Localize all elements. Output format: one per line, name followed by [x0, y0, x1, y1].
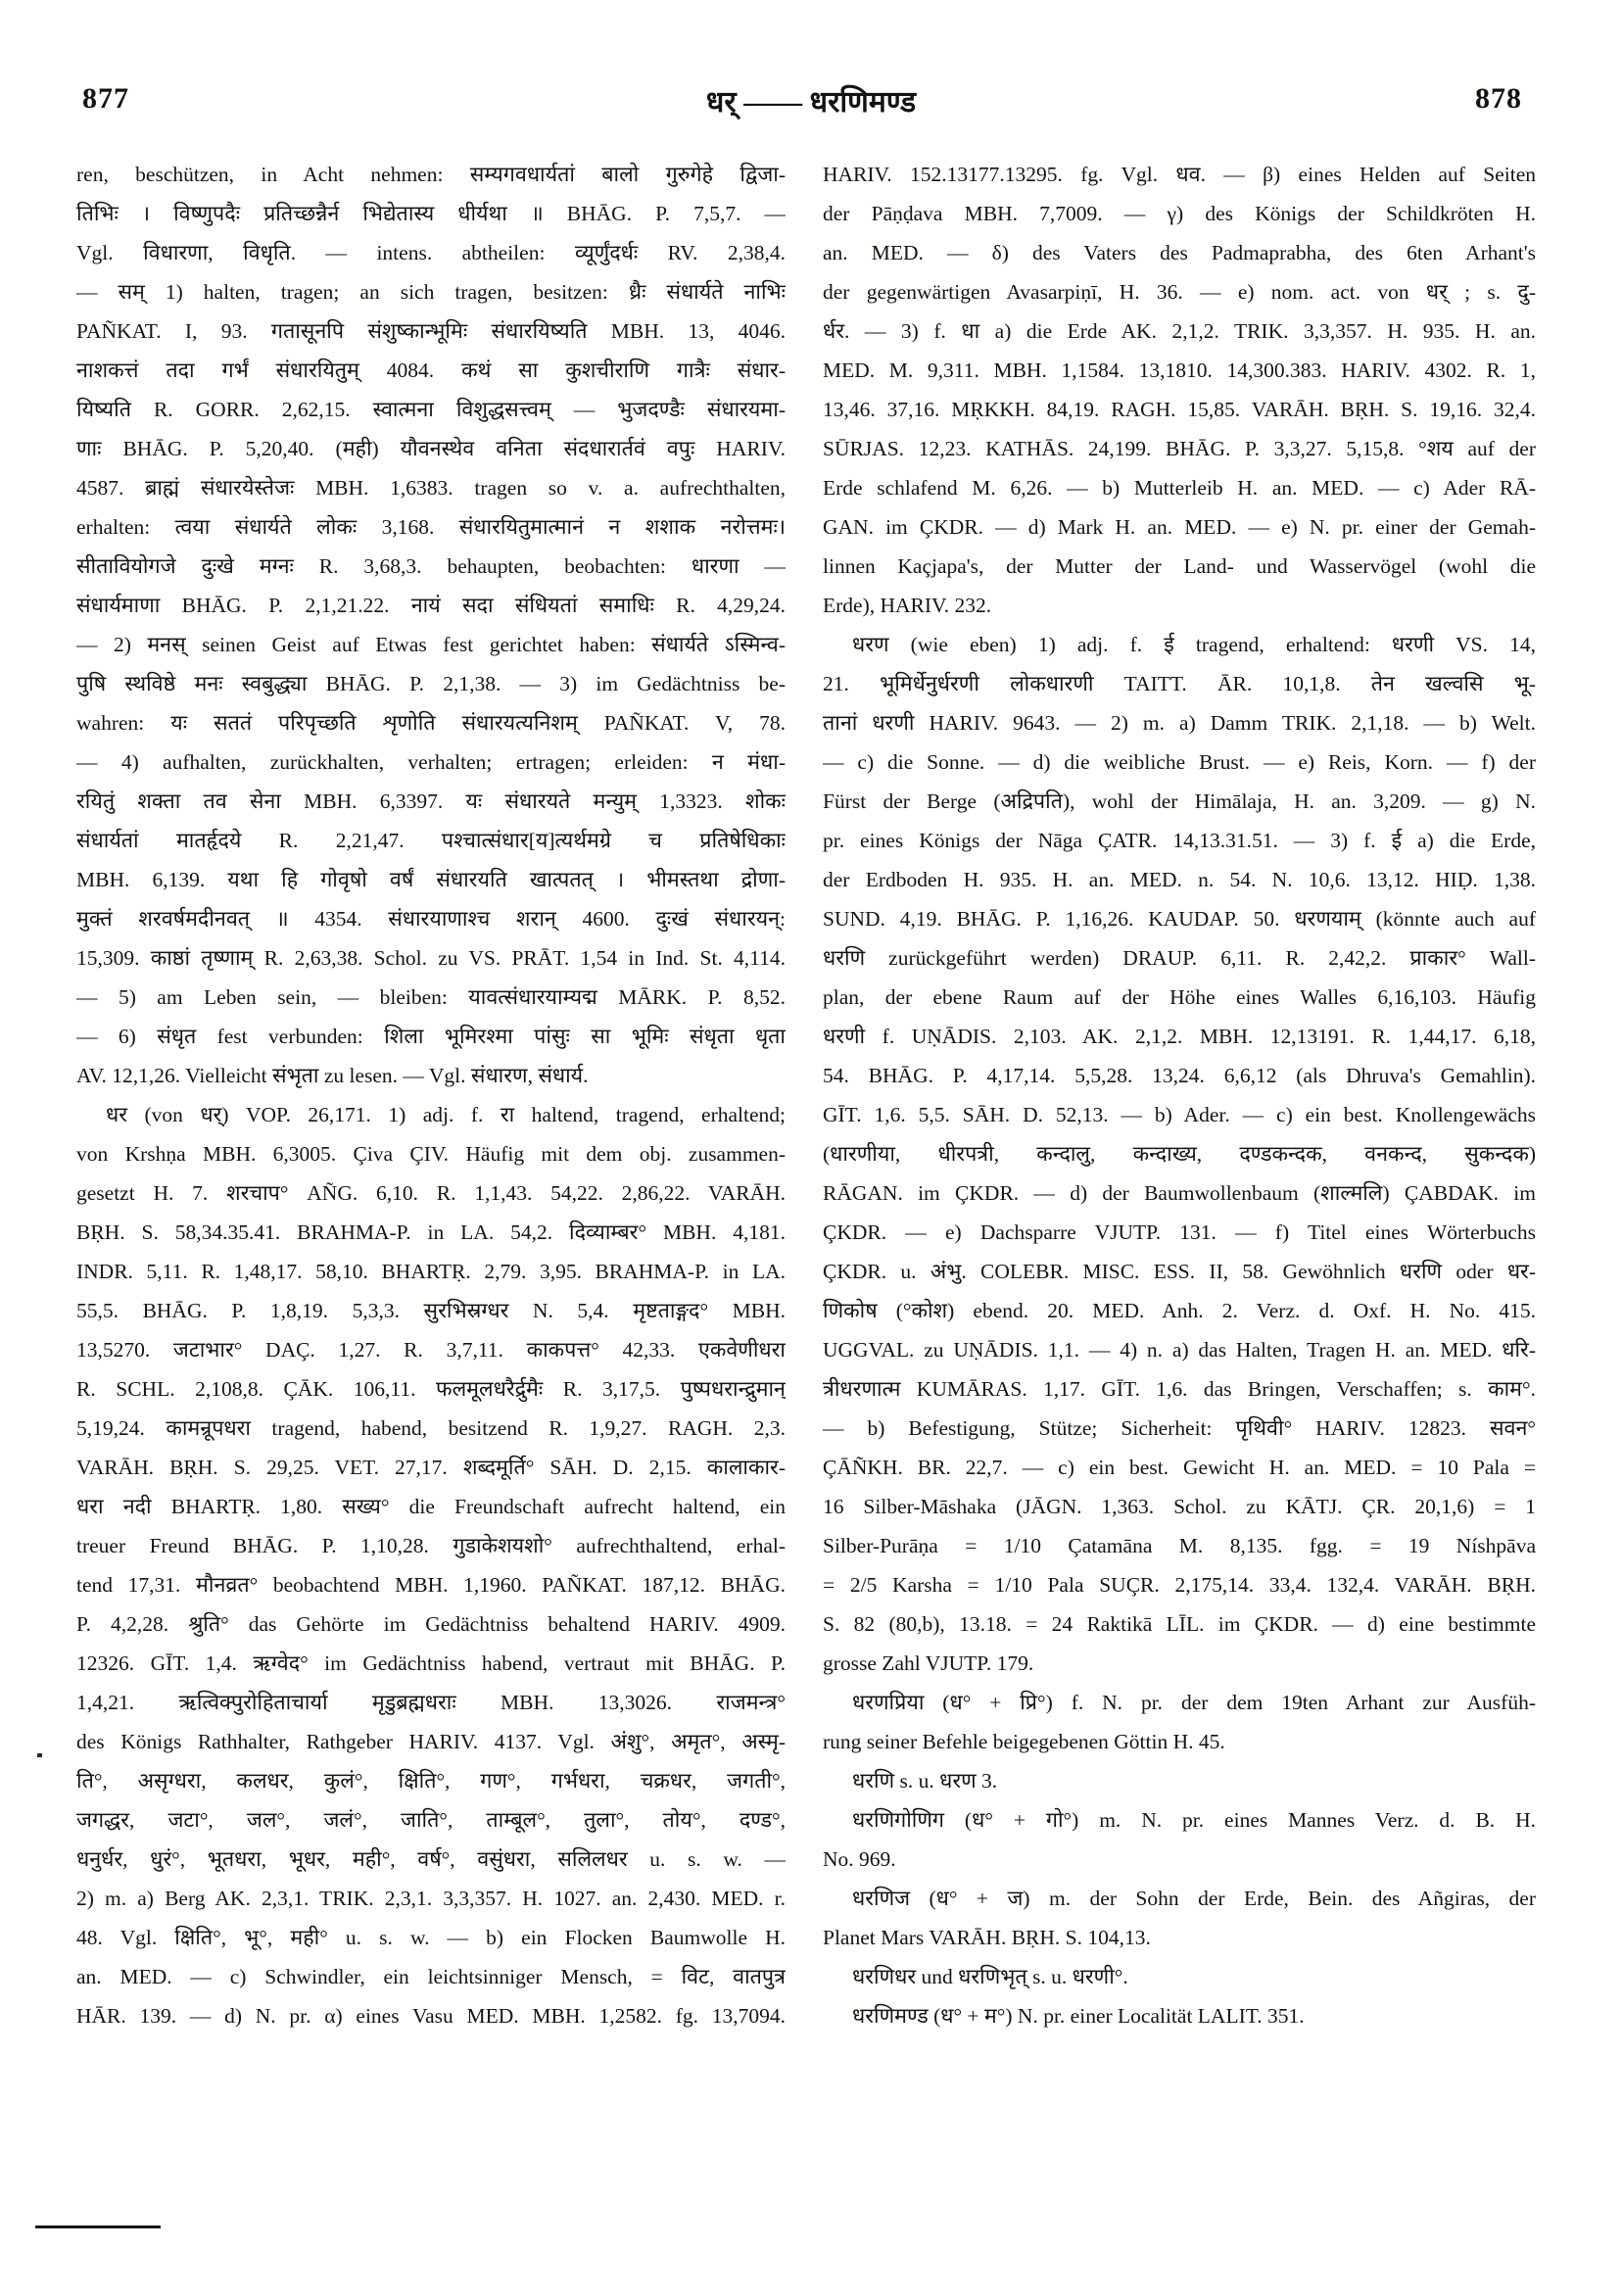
- text-line: — b) Befestigung, Stütze; Sicherheit: पृथिवी° HARIV. 12823. सवन°: [823, 1416, 1536, 1440]
- text-line: Planet Mars VARĀH. BṚH. S. 104,13.: [823, 1926, 1151, 1949]
- text-line: AV. 12,1,26. Vielleicht संभृता zu lesen. — Vgl. संधारण, संधार्य.: [76, 1064, 589, 1087]
- text-line: 13,5270. जटाभार° DAÇ. 1,27. R. 3,7,11. काकपत्त° 42,33. एकवेणीधरा: [76, 1338, 786, 1362]
- text-line: GĪT. 1,6. 5,5. SĀH. D. 52,13. — b) Ader. — c) ein best. Knollengewächs: [823, 1103, 1536, 1126]
- text-line: जगद्धर, जटा°, जल°, जलं°, जाति°, ताम्बूल°, तुला°, तोय°, दण्ड°,: [76, 1808, 786, 1832]
- text-line: 13,46. 37,16. MṚKKH. 84,19. RAGH. 15,85. VARĀH. BṚH. S. 19,16. 32,4.: [823, 398, 1536, 421]
- text-line: धरणी f. UṆĀDIS. 2,103. AK. 2,1,2. MBH. 12,13191. R. 1,44,17. 6,18,: [823, 1025, 1536, 1048]
- text-line: — सम् 1) halten, tragen; an sich tragen, besitzen: ध्रैः संधार्यते नाभिः: [76, 280, 786, 304]
- text-line: त्रीधरणात्म KUMĀRAS. 1,17. GĪT. 1,6. das Bringen, Verschaffen; s. काम°.: [823, 1377, 1536, 1401]
- text-line: pr. eines Königs der Nāga ÇATR. 14,13.31.51. — 3) f. ई a) die Erde,: [823, 829, 1536, 852]
- text-line: der Erdboden H. 935. H. an. MED. n. 54. N. 10,6. 13,12. HIḌ. 1,38.: [823, 868, 1536, 891]
- text-line: Erde schlafend M. 6,26. — b) Mutterleib H. an. MED. — c) Ader RĀ-: [823, 476, 1536, 500]
- text-line: INDR. 5,11. R. 1,48,17. 58,10. BHARTṚ. 2,79. 3,95. BRAHMA-P. in LA.: [76, 1260, 786, 1283]
- text-line: gesetzt H. 7. शरचाप° AÑG. 6,10. R. 1,1,43. 54,22. 2,86,22. VARĀH.: [76, 1181, 786, 1205]
- text-line: तिभिः । विष्णुपदैः प्रतिच्छन्नैर्न भिद्येतास्य धीर्यथा ॥ BHĀG. P. 7,5,7. —: [76, 202, 786, 225]
- text-line: erhalten: त्वया संधार्यते लोकः 3,168. संधारयितुमात्मानं न शशाक नरोत्तमः।: [76, 515, 786, 539]
- text-line: ति°, असृग्धरा, कलधर, कुलं°, क्षिति°, गण°, गर्भधरा, चक्रधर, जगती°,: [76, 1769, 786, 1793]
- text-line: 12326. GĪT. 1,4. ऋग्वेद° im Gedächtniss habend, vertraut mit BHĀG. P.: [76, 1651, 786, 1675]
- text-line: wahren: यः सततं परिपृच्छति शृणोति संधारयत्यनिशम् PAÑKAT. V, 78.: [76, 711, 786, 735]
- text-line: = 2/5 Karsha = 1/10 Pala SUÇR. 2,175,14. 33,4. 132,4. VARĀH. BṚH.: [823, 1573, 1536, 1597]
- text-line: धरणि zurückgeführt werden) DRAUP. 6,11. R. 2,42,2. प्राकार° Wall-: [823, 946, 1536, 970]
- text-line: धरणिगोणिग (ध° + गो°) m. N. pr. eines Mannes Verz. d. B. H.: [852, 1808, 1536, 1832]
- text-line: HARIV. 152.13177.13295. fg. Vgl. धव. — β) eines Helden auf Seiten: [823, 163, 1536, 186]
- text-line: धरा नदी BHARTṚ. 1,80. सख्य° die Freundschaft aufrecht haltend, ein: [76, 1495, 786, 1518]
- text-line: PAÑKAT. I, 93. गतासूनपि संशुष्कान्भूमिः संधारयिष्यति MBH. 13, 4046.: [76, 319, 786, 343]
- text-line: पुषि स्थविष्ठे मनः स्वबुद्ध्या BHĀG. P. 2,1,38. — 3) im Gedächtniss be-: [76, 672, 786, 695]
- text-line: धरणि s. u. धरण 3.: [852, 1769, 998, 1793]
- text-line: मुक्तं शरवर्षमदीनवत् ॥ 4354. संधारयाणाश्च शरान् 4600. दुःखं संधारयन्:: [76, 907, 786, 931]
- text-line: Fürst der Berge (अद्रिपति), wohl der Himālaja, H. an. 3,209. — g) N.: [823, 789, 1536, 813]
- text-line: 4587. ब्राह्मं संधारयेस्तेजः MBH. 1,6383. tragen so v. a. aufrechthalten,: [76, 476, 786, 500]
- text-line: der gegenwärtigen Avasarpiṇī, H. 36. — e) nom. act. von धर् ; s. दु-: [823, 280, 1536, 304]
- text-line: linnen Kaçjapa's, der Mutter der Land- und Wasservögel (wohl die: [823, 554, 1536, 578]
- text-line: 15,309. काष्ठां तृष्णाम् R. 2,63,38. Schol. zu VS. PRĀT. 1,54 in Ind. St. 4,114.: [76, 946, 786, 970]
- text-line: ÇKDR. — e) Dachsparre VJUTP. 131. — f) Titel eines Wörterbuchs: [823, 1220, 1536, 1244]
- text-line: 16 Silber-Māshaka (JĀGN. 1,363. Schol. zu KĀTJ. ÇR. 20,1,6) = 1: [823, 1495, 1536, 1518]
- text-line: ÇKDR. u. अंभु. COLEBR. MISC. ESS. II, 58. Gewöhnlich धरणि oder धर-: [823, 1260, 1536, 1283]
- scan-artifact-dot: [37, 1753, 42, 1757]
- text-line: plan, der ebene Raum auf der Höhe eines Walles 6,16,103. Häufig: [823, 985, 1536, 1009]
- text-line: धरण (wie eben) 1) adj. f. ई tragend, erhaltend: धरणी VS. 14,: [852, 633, 1536, 656]
- text-line: Silber-Purāṇa = 1/10 Çatamāna M. 8,135. fgg. = 19 Níshpāva: [823, 1534, 1536, 1557]
- text-line: — 6) संधृत fest verbunden: शिला भूमिरश्मा पांसुः सा भूमिः संधृता धृता: [76, 1025, 786, 1048]
- text-line: des Königs Rathhalter, Rathgeber HARIV. 4137. Vgl. अंशु°, अमृत°, अस्मृ-: [76, 1730, 786, 1753]
- text-line: 48. Vgl. क्षिति°, भू°, मही° u. s. w. — b) ein Flocken Baumwolle H.: [76, 1926, 786, 1949]
- text-line: सीतावियोगजे दुःखे मग्नः R. 3,68,3. behaupten, beobachten: धारणा —: [76, 554, 786, 578]
- page-number-right: 878: [1475, 82, 1522, 115]
- text-line: — 5) am Leben sein, — bleiben: यावत्संधारयाम्यद्म MĀRK. P. 8,52.: [76, 985, 786, 1009]
- text-line: णिकोष (°कोश) ebend. 20. MED. Anh. 2. Verz. d. Oxf. H. No. 415.: [823, 1299, 1536, 1322]
- text-line: P. 4,2,28. श्रुति° das Gehörte im Gedächtniss behaltend HARIV. 4909.: [76, 1612, 786, 1636]
- text-line: धनुर्धर, धुरं°, भूतधरा, भूधर, मही°, वर्ष°, वसुंधरा, सलिलधर u. s. w. —: [76, 1847, 786, 1871]
- text-line: 5,19,24. कामन्रूपधरा tragend, habend, besitzend R. 1,9,27. RAGH. 2,3.: [76, 1416, 786, 1440]
- text-line: — 2) मनस् seinen Geist auf Etwas fest gerichtet haben: संधार्यते ऽस्मिन्व-: [76, 633, 786, 656]
- text-line: 54. BHĀG. P. 4,17,14. 5,5,28. 13,24. 6,6,12 (als Dhruva's Gemahlin).: [823, 1064, 1536, 1087]
- text-line: यिष्यति R. GORR. 2,62,15. स्वात्मना विशुद्धसत्त्वम् — भुजदण्डैः संधारयमा-: [76, 398, 786, 421]
- text-line: RĀGAN. im ÇKDR. — d) der Baumwollenbaum (शाल्मलि) ÇABDAK. im: [823, 1181, 1536, 1205]
- text-line: an. MED. — δ) des Vaters des Padmaprabha, des 6ten Arhant's: [823, 241, 1536, 264]
- page-number-left: 877: [82, 82, 129, 115]
- text-line: णाः BHĀG. P. 5,20,40. (मही) यौवनस्थेव वनिता संदधारार्तवं वपुः HARIV.: [76, 437, 786, 460]
- text-line: रयितुं शक्ता तव सेना MBH. 6,3397. यः संधारयते मन्युम् 1,3323. शोकः: [76, 789, 786, 813]
- text-line: MBH. 6,139. यथा हि गोवृषो वर्षं संधारयति खात्पतत् । भीमस्तथा द्रोणा-: [76, 868, 786, 891]
- text-line: र्धर. — 3) f. धा a) die Erde AK. 2,1,2. TRIK. 3,3,357. H. 935. H. an.: [823, 319, 1536, 343]
- text-line: 2) m. a) Berg AK. 2,3,1. TRIK. 2,3,1. 3,3,357. H. 1027. an. 2,430. MED. r.: [76, 1887, 786, 1910]
- text-line: von Krshṇa MBH. 6,3005. Çiva ÇIV. Häufig mit dem obj. zusammen-: [76, 1142, 786, 1166]
- text-line: BṚH. S. 58,34.35.41. BRAHMA-P. in LA. 54,2. दिव्याम्बर° MBH. 4,181.: [76, 1220, 786, 1244]
- text-line: ÇĀÑKH. BR. 22,7. — c) ein best. Gewicht H. an. MED. = 10 Pala =: [823, 1456, 1536, 1479]
- text-line: 1,4,21. ऋत्विक्पुरोहिताचार्या मृडुब्रह्मधराः MBH. 13,3026. राजमन्त्र°: [76, 1691, 786, 1714]
- text-line: — c) die Sonne. — d) die weibliche Brust. — e) Reis, Korn. — f) der: [823, 750, 1536, 774]
- text-line: धरणप्रिया (ध° + प्रि°) f. N. pr. der dem 19ten Arhant zur Ausfüh-: [852, 1691, 1536, 1714]
- text-line: Erde), HARIV. 232.: [823, 594, 992, 617]
- text-line: R. SCHL. 2,108,8. ÇĀK. 106,11. फलमूलधरैर्द्रुमैः R. 3,17,5. पुष्पधरान्द्रुमान्: [76, 1377, 786, 1401]
- text-line: tend 17,31. मौनव्रत° beobachtend MBH. 1,1960. PAÑKAT. 187,12. BHĀG.: [76, 1573, 786, 1597]
- scan-artifact-line: [35, 2225, 161, 2228]
- running-header-title: धर् —— धरणिमण्ड: [705, 86, 917, 119]
- text-line: treuer Freund BHĀG. P. 1,10,28. गुडाकेशयशो° aufrechthaltend, erhal-: [76, 1534, 786, 1557]
- text-line: No. 969.: [823, 1847, 896, 1871]
- text-line: rung seiner Befehle beigegebenen Göttin H. 45.: [823, 1730, 1225, 1753]
- text-line: MED. M. 9,311. MBH. 1,1584. 13,1810. 14,300.383. HARIV. 4302. R. 1,: [823, 359, 1536, 382]
- right-text-column: [823, 155, 1536, 2035]
- text-line: धरणिमण्ड (ध° + म°) N. pr. einer Localität LALIT. 351.: [852, 2004, 1305, 2028]
- text-line: SŪRJAS. 12,23. KATHĀS. 24,199. BHĀG. P. 3,3,27. 5,15,8. °शय auf der: [823, 437, 1536, 460]
- text-line: 55,5. BHĀG. P. 1,8,19. 5,3,3. सुरभिस्रग्धर N. 5,4. मृष्टताङ्गद° MBH.: [76, 1299, 786, 1322]
- text-line: VARĀH. BṚH. S. 29,25. VET. 27,17. शब्दमूर्ति° SĀH. D. 2,15. कालाकार-: [76, 1456, 786, 1479]
- text-line: Vgl. विधारणा, विधृति. — intens. abtheilen: व्यूर्णुंदर्धः RV. 2,38,4.: [76, 241, 786, 264]
- text-line: संधार्यमाणा BHĀG. P. 2,1,21.22. नायं सदा संधियतां समाधिः R. 4,29,24.: [76, 594, 786, 617]
- text-line: grosse Zahl VJUTP. 179.: [823, 1651, 1034, 1675]
- text-line: संधार्यतां मातर्हृदये R. 2,21,47. पश्चात्संधार[य]त्यर्थमग्रे च प्रतिषेधिकाः: [76, 829, 786, 852]
- text-line: SUND. 4,19. BHĀG. P. 1,16,26. KAUDAP. 50. धरणयाम् (könnte auch auf: [823, 907, 1536, 931]
- text-line: der Pāṇḍava MBH. 7,7009. — γ) des Königs der Schildkröten H.: [823, 202, 1536, 225]
- text-line: नाशकत्तं तदा गर्भं संधारयितुम् 4084. कथं सा कुशचीराणि गात्रैः संधार-: [76, 359, 786, 382]
- left-text-column: [76, 155, 786, 2035]
- text-line: धरणिज (ध° + ज) m. der Sohn der Erde, Bein. des Añgiras, der: [852, 1887, 1536, 1910]
- text-line: 21. भूमिर्धेनुर्धरणी लोकधारणी TAITT. ĀR. 10,1,8. तेन खल्वसि भू-: [823, 672, 1536, 695]
- text-line: an. MED. — c) Schwindler, ein leichtsinniger Mensch, = विट, वातपुत्र: [76, 1965, 786, 1988]
- text-line: UGGVAL. zu UṆĀDIS. 1,1. — 4) n. a) das Halten, Tragen H. an. MED. धरि-: [823, 1338, 1536, 1362]
- text-line: ren, beschützen, in Acht nehmen: सम्यगवधार्यतां बालो गुरुगेहे द्विजा-: [76, 163, 786, 186]
- text-line: S. 82 (80,b), 13.18. = 24 Raktikā LĪL. im ÇKDR. — d) eine bestimmte: [823, 1612, 1536, 1636]
- text-line: धर (von धर्) VOP. 26,171. 1) adj. f. रा haltend, tragend, erhaltend;: [106, 1103, 786, 1126]
- text-line: तानां धरणी HARIV. 9643. — 2) m. a) Damm TRIK. 2,1,18. — b) Welt.: [823, 711, 1536, 735]
- text-line: धरणिधर und धरणिभृत् s. u. धरणी°.: [852, 1965, 1128, 1988]
- text-line: — 4) aufhalten, zurückhalten, verhalten; ertragen; erleiden: न मंधा-: [76, 750, 786, 774]
- text-line: (धारणीया, धीरपत्री, कन्दालु, कन्दाख्य, दण्डकन्दक, वनकन्द, सुकन्दक): [823, 1142, 1536, 1166]
- text-line: HĀR. 139. — d) N. pr. α) eines Vasu MED. MBH. 1,2582. fg. 13,7094.: [76, 2004, 786, 2028]
- text-line: GAN. im ÇKDR. — d) Mark H. an. MED. — e) N. pr. einer der Gemah-: [823, 515, 1536, 539]
